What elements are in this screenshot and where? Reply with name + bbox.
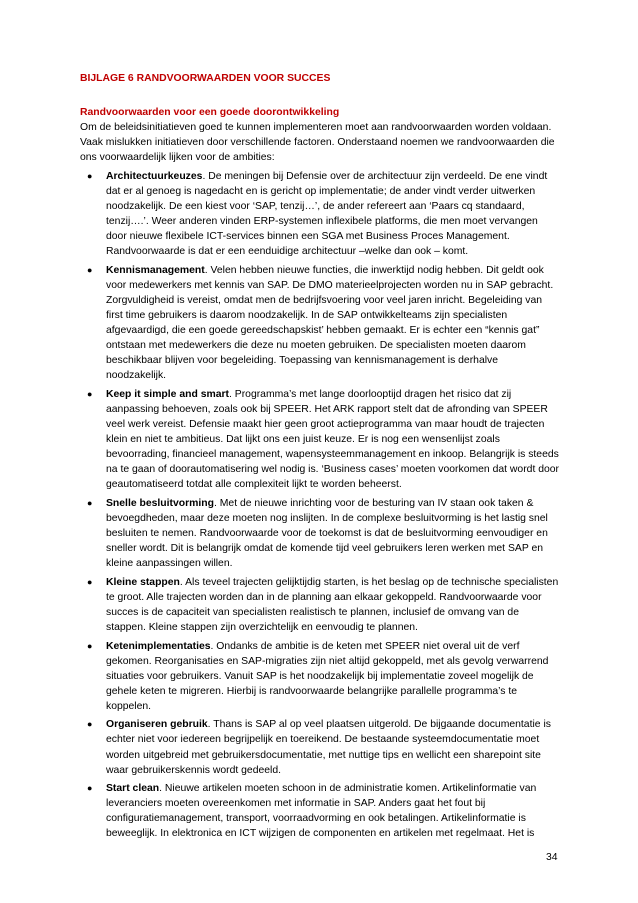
item-text: . Als teveel trajecten gelijktijdig starten, is het beslag op de technische specialisten te groot. Alle trajecten worden dan in de planning aan elkaar gekoppeld. Randvoorwaarde voor succes is de capaciteit van specialisten realistisch te plannen, inclusief de omvang van de stappen. Kleine stappen zijn overzichtelijk en eenvoudig te plannen. [106, 576, 559, 634]
page-content [80, 105, 560, 842]
item-text: . De meningen bij Defensie over de architectuur zijn verdeeld. De ene vindt dat er al genoeg is nagedacht en is gericht op implementatie; de ander vindt verder uitwerken noodzakelijk. De een kiest voor ‘SAP, tenzij…’, de ander refereert aan ‘Paars cq standaard, tenzij….’. Weer anderen vinden ERP-systemen inflexibele platforms, die men moet vervangen door nieuwe flexibele ICT-services binnen een SGA met Business Proces Management. Randvoorwaarde is dat er een eenduidige architectuur –welke dan ook – komt. [106, 170, 548, 258]
list-item [80, 263, 560, 384]
bullet-icon: ● [87, 719, 93, 730]
list-item [80, 496, 560, 571]
item-text: . Nieuwe artikelen moeten schoon in de administratie komen. Artikelinformatie van leveranciers moeten overeenkomen met informatie in SAP. Anders gaat het fout bij configuratiemanagement, transport, voorraadvorming en ook betalingen. Artikelinformatie is beweeglijk. In elektronica en ICT wijzigen de componenten en artikelen met regelmaat. Het is [106, 783, 537, 840]
intro-paragraph: Om de beleidsinitiatieven goed te kunnen implementeren moet aan randvoorwaarden worden voldaan. Vaak mislukken initiatieven door verschillende factoren. Onderstaand noemen we randvoorwaarden die ons voorwaardelijk lijken voor de ambities: [80, 122, 555, 164]
bullet-icon: ● [87, 170, 93, 181]
item-title: Architectuurkeuzes [106, 170, 203, 182]
item-title: Kleine stappen [106, 576, 180, 588]
appendix-heading: BIJLAGE 6 RANDVOORWAARDEN VOOR SUCCES [80, 73, 331, 84]
item-text: . Met de nieuwe inrichting voor de besturing van IV staan ook taken & bevoegdheden, maar deze moeten nog inslijten. In de complexe besluitvorming is het lastig snel besluiten te nemen. Randvoorwaarde voor de toekomst is dat de besluitvorming eenvoudiger en sneller wordt. Dit is belangrijk omdat de komende tijd veel gebruikers leren werken met SAP en kleine aanpassingen willen. [106, 497, 548, 570]
page-number: 34 [546, 852, 558, 863]
item-title: Snelle besluitvorming [106, 497, 214, 509]
list-item [80, 639, 560, 714]
bullet-icon: ● [87, 388, 93, 399]
bullet-icon: ● [87, 783, 93, 794]
bullet-icon: ● [87, 640, 93, 651]
item-text: . Programma’s met lange doorlooptijd dragen het risico dat zij aanpassing behoeven, zoals ook bij SPEER. Het ARK rapport stelt dat de afronding van SPEER veel werk vereist. Defensie maakt hier geen groot actieprogramma van maar houdt de trajecten klein en niet te ambitieus. Dat lijkt ons een juist keuze. Er is nog een wensenlijst zoals bevoorrading, financieel management, wapensysteemmanagement en inkoop. Belangrijk is steeds na te gaan of doorautomatisering wel nodig is. ‘Business cases’ moeten voorkomen dat wordt door geautomatiseerd totdat alle complexiteit lijkt te worden beheerst. [106, 388, 560, 491]
item-text: . Thans is SAP al op veel plaatsen uitgerold. De bijgaande documentatie is echter niet voor iedereen begrijpelijk en toereikend. De bestaande systeemdocumentatie moet worden uitgebreid met gebruikersdocumentatie, met nuttige tips en wellicht een sharepoint site waar gebruikerskennis wordt gedeeld. [106, 719, 551, 776]
item-title: Ketenimplementaties [106, 640, 211, 652]
item-text: . Velen hebben nieuwe functies, die inwerktijd nodig hebben. Dit geldt ook voor medewerkers met kennis van SAP. De DMO materieelprojecten worden nu in SAP gebracht. Zorgvuldigheid is vereist, omdat men de bedrijfsvoering voor veel jaren inricht. Begeleiding van first time gebruikers is daarom noodzakelijk. In de SAP ontwikkelteams zijn specialisten afgevaardigd, die een goede gereedschapskist’ hebben gemaakt. Er is echter een “kennis gat” ontstaan met medewerkers die deze nu moeten gebruiken. De specialisten moeten daarom beschikbaar blijven voor begeleiding. Toepassing van kennismanagement is derhalve noodzakelijk. [106, 264, 554, 382]
list-item [80, 387, 560, 493]
bullet-icon: ● [87, 497, 93, 508]
item-title: Start clean [106, 783, 160, 795]
bullet-icon: ● [87, 264, 93, 275]
item-title: Organiseren gebruik [106, 719, 208, 731]
item-title: Kennismanagement [106, 264, 205, 276]
list-item [80, 717, 560, 777]
list-item [80, 169, 560, 260]
section-subheading: Randvoorwaarden voor een goede doorontwikkeling [80, 107, 340, 118]
item-title: Keep it simple and smart [106, 388, 229, 400]
bullet-icon: ● [87, 576, 93, 587]
list-item [80, 781, 560, 841]
list-item [80, 575, 560, 635]
conditions-list [80, 169, 560, 842]
item-text: . Ondanks de ambitie is de keten met SPEER niet overal uit de verf gekomen. Reorganisaties en SAP-migraties zijn niet altijd gekoppeld, met als gevolg verwarrend situaties voor gebruikers. Vanuit SAP is het noodzakelijk bij implementatie zoveel mogelijk de gehele keten te migreren. Hierbij is randvoorwaarde belangrijke parallelle programma’s te koppelen. [106, 640, 549, 712]
